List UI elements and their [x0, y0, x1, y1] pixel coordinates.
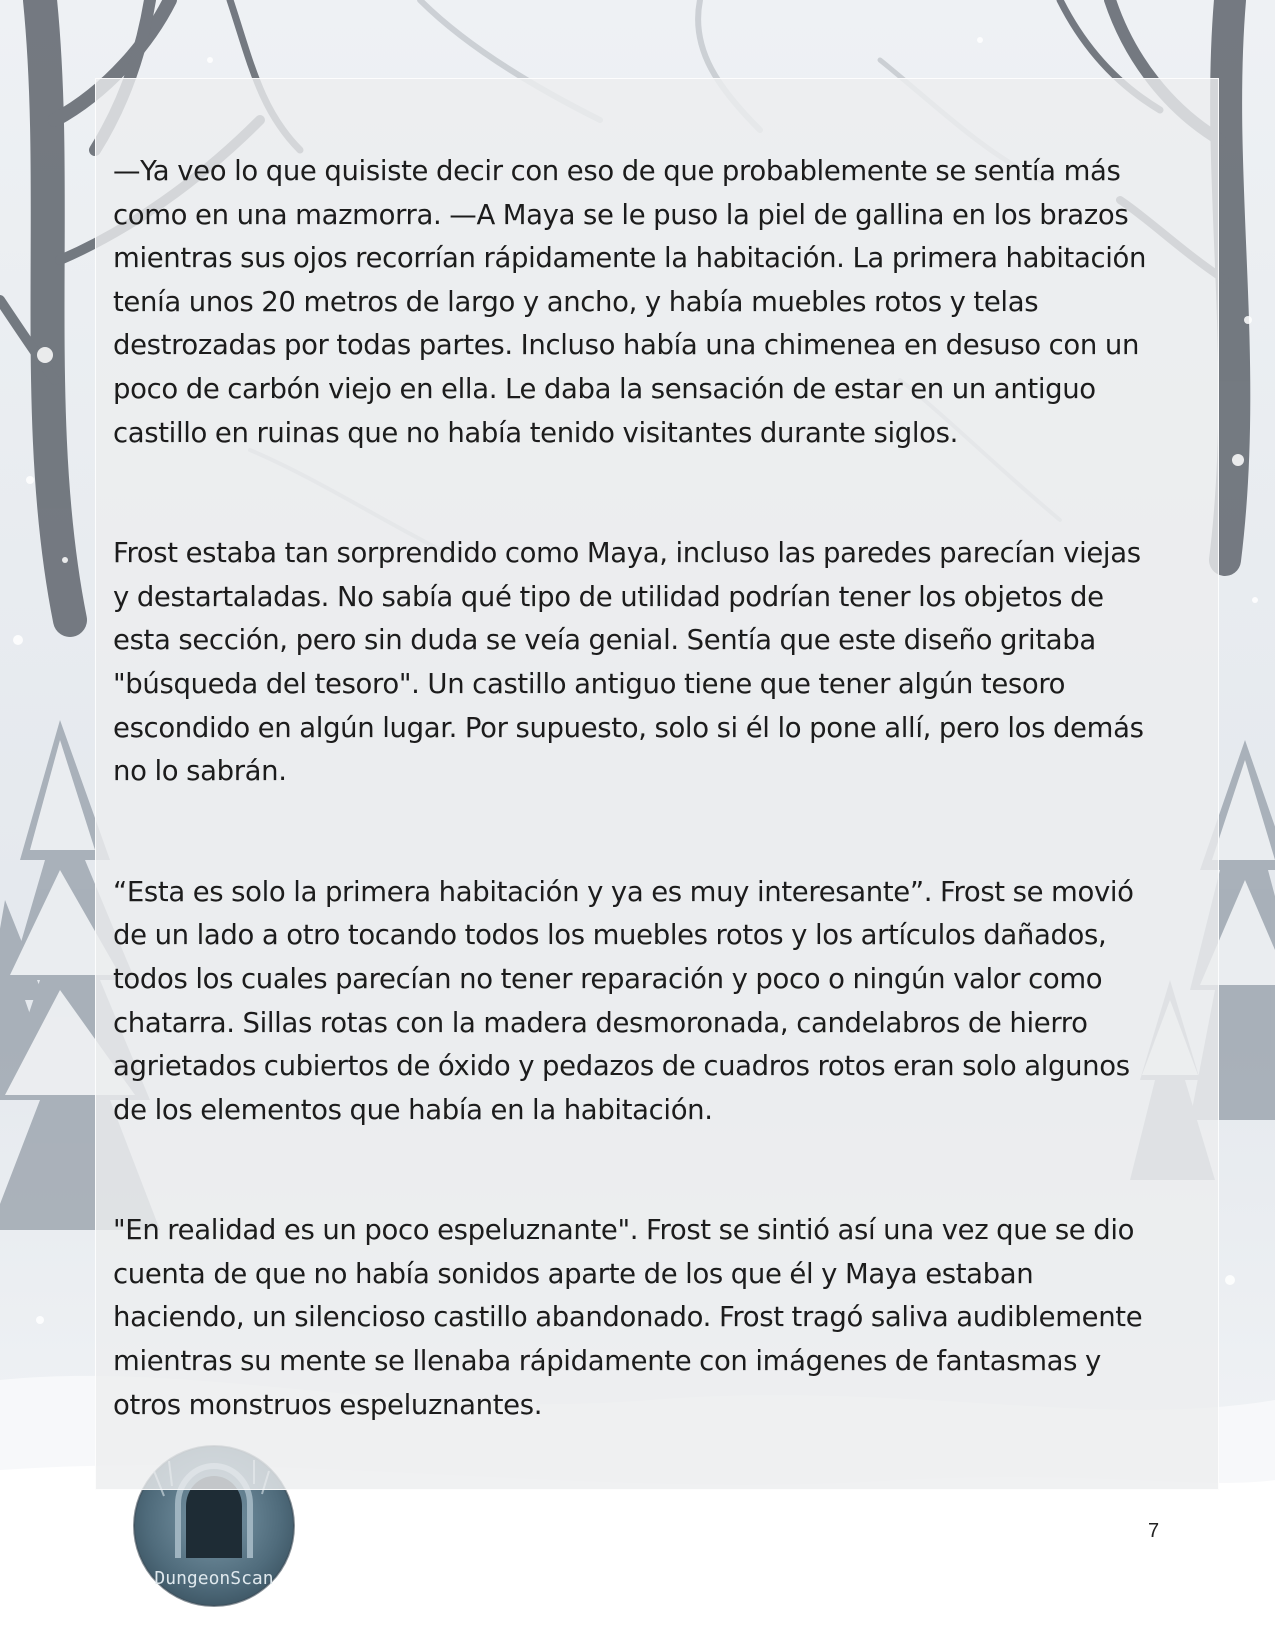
paragraph-2: Frost estaba tan sorprendido como Maya, incluso las paredes parecían viejas y destartaladas. No sabía qué tipo de utilidad podrían tener los objetos de esta sección, pero sin duda se veía genial. Sentía que este diseño gritaba "búsqueda del tesoro". Un castillo antiguo tiene que tener algún tesoro escondido en algún lugar. Por supuesto, solo si él lo pone allí, pero los demás no lo sabrán.	[113, 537, 1144, 788]
paragraph-4: "En realidad es un poco espeluznante". Frost se sintió así una vez que se dio cuenta de que no había sonidos aparte de los que él y Maya estaban haciendo, un silencioso castillo abandonado. Frost tragó saliva audiblemente mientras su mente se llenaba rápidamente con imágenes de fantasmas y otros monstruos espeluznantes.	[113, 1214, 1143, 1421]
logo-text: DungeonScan	[154, 1568, 274, 1589]
story-text	[113, 150, 1173, 1504]
paragraph-3: “Esta es solo la primera habitación y ya es muy interesante”. Frost se movió de un lado a otro tocando todos los muebles rotos y los artículos dañados, todos los cuales parecían no tener reparación y poco o ningún valor como chatarra. Sillas rotas con la madera desmoronada, candelabros de hierro agrietados cubiertos de óxido y pedazos de cuadros rotos eran solo algunos de los elementos que había en la habitación.	[113, 875, 1134, 1126]
paragraph-1: —Ya veo lo que quisiste decir con eso de que probablemente se sentía más como en una mazmorra. —A Maya se le puso la piel de gallina en los brazos mientras sus ojos recorrían rápidamente la habitación. La primera habitación tenía unos 20 metros de largo y ancho, y había muebles rotos y telas destrozadas por todas partes. Incluso había una chimenea en desuso con un poco de carbón viejo en ella. Le daba la sensación de estar en un antiguo castillo en ruinas que no había tenido visitantes durante siglos.	[113, 155, 1147, 449]
page-number: 7	[1148, 1520, 1160, 1542]
